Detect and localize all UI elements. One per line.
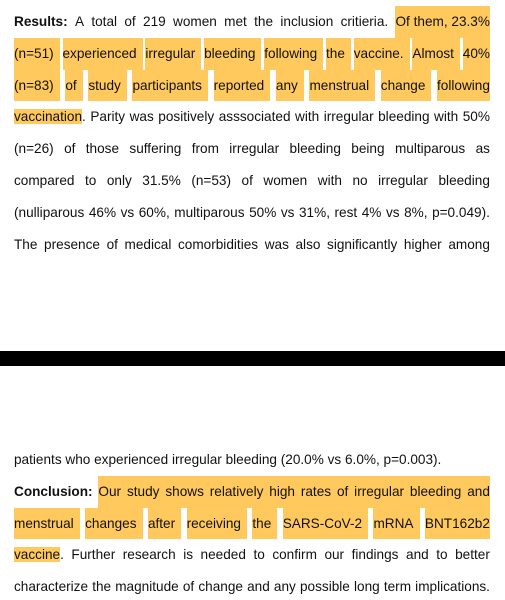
text-punctuation: . xyxy=(60,547,64,563)
text-word: as xyxy=(475,141,490,157)
bottom-line xyxy=(14,571,490,600)
top-line xyxy=(14,165,490,197)
text-word: no xyxy=(352,172,368,188)
text-word: vaccine xyxy=(14,547,61,563)
text-word: critieria. xyxy=(340,14,389,29)
results-paragraph xyxy=(14,6,490,260)
text-word: (n=51) xyxy=(14,38,54,70)
text-word: with xyxy=(434,109,459,125)
text-word: irregular xyxy=(378,172,428,188)
text-word: shows xyxy=(165,476,204,508)
bottom-line xyxy=(14,444,490,476)
text-word: compared xyxy=(14,172,75,188)
text-word: receiving xyxy=(187,508,241,540)
text-word: presence xyxy=(44,236,100,252)
text-word-group xyxy=(14,539,64,571)
text-word: after xyxy=(148,508,175,540)
text-word: met xyxy=(224,14,247,29)
conclusion-paragraph xyxy=(14,444,490,600)
text-word: total xyxy=(91,14,118,29)
text-word: findings xyxy=(351,547,399,563)
text-word: confirm xyxy=(272,547,317,563)
text-word: women xyxy=(263,172,308,188)
text-word: term xyxy=(383,579,412,595)
text-word: vs xyxy=(385,204,400,220)
text-word: needed xyxy=(200,547,246,563)
bottom-line xyxy=(14,539,490,571)
text-word: (nulliparous xyxy=(14,204,85,220)
text-word: high xyxy=(269,476,295,508)
text-word: being xyxy=(351,141,385,157)
text-word: menstrual xyxy=(14,508,74,540)
text-word: (n=53) xyxy=(191,172,232,188)
text-word: irregular xyxy=(145,38,195,70)
text-word: vaccine. xyxy=(354,38,404,70)
text-word: A xyxy=(74,14,85,29)
text-word: to xyxy=(436,547,448,563)
text-word: Our xyxy=(98,476,121,508)
top-line xyxy=(14,229,490,261)
text-word: multiparous xyxy=(394,141,466,157)
section-heading: Results: xyxy=(14,14,68,29)
text-word: only xyxy=(106,172,132,188)
text-word: irregular xyxy=(229,141,280,157)
text-word: the xyxy=(252,508,271,540)
text-word: is xyxy=(183,547,194,563)
text-word: bleeding xyxy=(438,172,490,188)
text-punctuation: . xyxy=(82,109,86,125)
top-line xyxy=(14,197,490,229)
section-heading: Conclusion: xyxy=(14,483,93,499)
text-word: Almost xyxy=(412,38,454,70)
text-word: (n=26) xyxy=(14,141,54,157)
text-word: our xyxy=(324,547,345,563)
text-word: 4% xyxy=(361,204,382,220)
text-word: BNT162b2 xyxy=(425,508,490,540)
text-word: bleeding xyxy=(378,109,430,125)
text-word: the xyxy=(254,14,274,29)
top-line xyxy=(14,101,490,133)
text-word: vs xyxy=(120,204,135,220)
text-word: The xyxy=(14,236,38,252)
text-word: participants xyxy=(132,70,202,102)
text-word: was xyxy=(129,109,154,125)
text-word: 46% xyxy=(88,204,117,220)
text-word: higher xyxy=(403,236,442,252)
text-word: medical xyxy=(124,236,172,252)
text-word: following xyxy=(437,70,490,102)
text-word: better xyxy=(455,547,490,563)
text-word: 219 xyxy=(143,14,166,29)
text-word: magnitude xyxy=(115,579,179,595)
text-word: patients who experienced irregular bleeding (20.0% vs 6.0%, p=0.003). xyxy=(14,452,442,467)
text-word: inclusion xyxy=(280,14,334,29)
text-word: change xyxy=(381,70,426,102)
text-word: 31.5% xyxy=(142,172,181,188)
text-word: any xyxy=(273,579,296,595)
text-word: reported xyxy=(214,70,265,102)
text-word: vaccination xyxy=(14,109,83,125)
text-word: 31%, xyxy=(298,204,330,220)
text-word: rest xyxy=(334,204,358,220)
text-word-group xyxy=(14,101,86,133)
text-word: significantly xyxy=(327,236,398,252)
text-word: rates xyxy=(301,476,331,508)
top-line xyxy=(14,6,490,38)
text-word: Further xyxy=(71,547,116,563)
text-word: bleeding xyxy=(204,38,255,70)
text-word: bleeding xyxy=(410,476,461,508)
text-word: study xyxy=(88,70,121,102)
text-word: of xyxy=(65,70,76,102)
text-word: and xyxy=(406,547,429,563)
text-word: vs xyxy=(280,204,295,220)
top-line xyxy=(14,38,490,70)
text-word: the xyxy=(326,38,345,70)
text-word: experienced xyxy=(63,38,137,70)
text-word: menstrual xyxy=(309,70,369,102)
text-word: changes xyxy=(85,508,136,540)
text-word: study xyxy=(127,476,160,508)
text-word: those xyxy=(85,141,120,157)
text-word: long xyxy=(354,579,380,595)
text-word: irregular xyxy=(354,476,404,508)
page-separator-bar xyxy=(0,351,505,366)
text-word: from xyxy=(191,141,219,157)
text-word: relatively xyxy=(210,476,264,508)
text-word: to xyxy=(84,172,97,188)
text-word: with xyxy=(317,172,342,188)
text-word: and xyxy=(247,579,270,595)
text-word: asssociated xyxy=(218,109,291,125)
text-word: suffering xyxy=(129,141,182,157)
text-word: positively xyxy=(158,109,215,125)
text-word: implications. xyxy=(415,579,490,595)
top-line xyxy=(14,133,490,165)
text-word: 8%, xyxy=(404,204,428,220)
text-word: irregular xyxy=(323,109,374,125)
text-word: any xyxy=(276,70,298,102)
text-word: multiparous xyxy=(174,204,245,220)
text-word: mRNA xyxy=(373,508,413,540)
text-word: change xyxy=(198,579,243,595)
text-word: following xyxy=(264,38,317,70)
text-word: Parity xyxy=(90,109,126,125)
text-word: of xyxy=(182,579,195,595)
text-word: 60%, xyxy=(138,204,170,220)
text-word: Of them, 23.3% xyxy=(395,6,489,38)
text-word: the xyxy=(92,579,112,595)
text-word: research xyxy=(122,547,176,563)
text-word: 50% xyxy=(249,204,277,220)
top-line xyxy=(14,70,490,102)
text-word: of xyxy=(241,172,253,188)
text-word: 40% xyxy=(463,38,490,70)
text-word: possible xyxy=(299,579,350,595)
text-word: characterize xyxy=(14,579,89,595)
text-word: among xyxy=(448,236,490,252)
text-word: of xyxy=(124,14,136,29)
text-word: bleeding xyxy=(289,141,341,157)
text-word: was xyxy=(264,236,289,252)
bottom-line xyxy=(14,508,490,540)
text-word: and xyxy=(467,476,490,508)
text-word: p=0.049). xyxy=(432,204,490,220)
text-word: SARS-CoV-2 xyxy=(283,508,362,540)
bottom-line xyxy=(14,476,490,508)
text-word: with xyxy=(295,109,320,125)
text-word: also xyxy=(295,236,321,252)
text-word: women xyxy=(173,14,217,29)
text-word: comorbidities xyxy=(177,236,259,252)
text-word: of xyxy=(106,236,118,252)
text-word: 50% xyxy=(462,109,490,125)
text-word: (n=83) xyxy=(14,70,54,102)
text-word: of xyxy=(337,476,348,508)
text-word: to xyxy=(253,547,265,563)
text-word: of xyxy=(64,141,76,157)
